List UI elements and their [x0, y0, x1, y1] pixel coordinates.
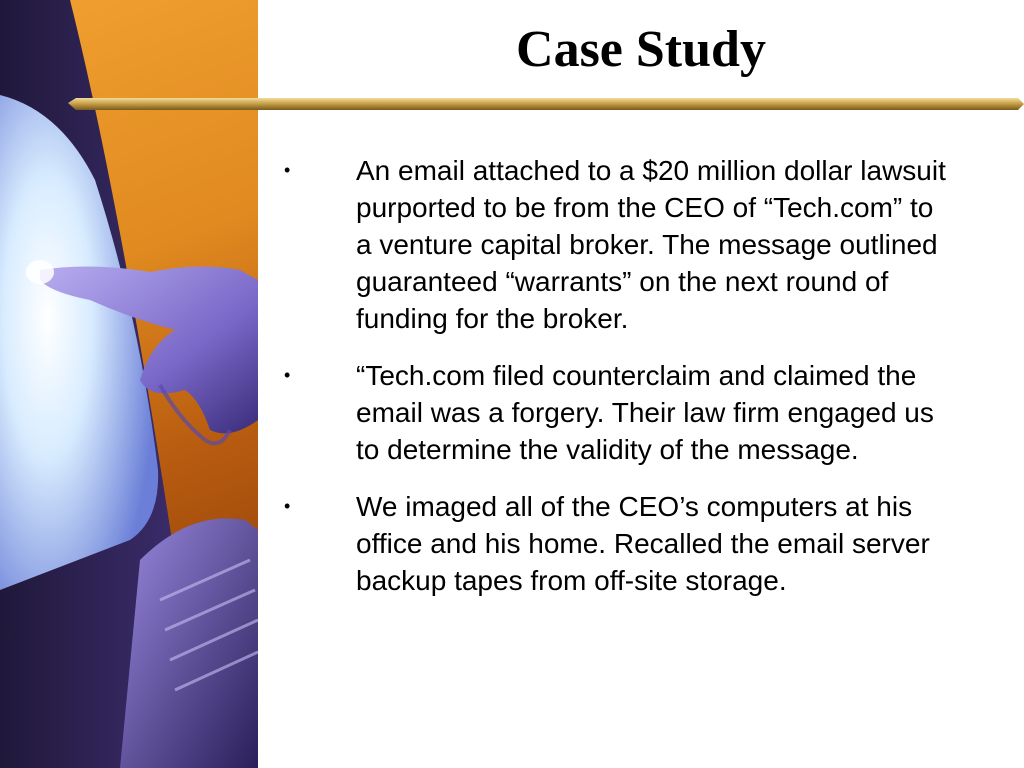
bullet-dot-icon: •: [284, 365, 291, 385]
bullet-item: [280, 357, 980, 468]
bullet-list: [280, 152, 980, 619]
fingertip-glow: [26, 260, 54, 284]
photo-illustration: [0, 0, 258, 768]
monitor-screen: [0, 95, 158, 590]
slide-title: Case Study: [516, 21, 766, 78]
bullet-text: We imaged all of the CEO’s computers at his office and his home. Recalled the email server backup tapes from off-site storage.: [356, 491, 930, 596]
bullet-text: “Tech.com filed counterclaim and claimed the email was a forgery. Their law firm engaged us to determine the validity of the message.: [356, 360, 934, 465]
bullet-dot-icon: •: [284, 160, 291, 180]
bullet-item: [280, 488, 980, 599]
bullet-dot-icon: •: [284, 496, 291, 516]
bullet-item: [280, 152, 980, 337]
computer-touch-photo: [0, 0, 258, 768]
title-underline-rule: [68, 96, 1024, 112]
bullet-text: An email attached to a $20 million dollar lawsuit purported to be from the CEO of “Tech.com” to a venture capital broker. The message outlined guaranteed “warrants” on the next round of funding for the broker.: [356, 155, 946, 334]
